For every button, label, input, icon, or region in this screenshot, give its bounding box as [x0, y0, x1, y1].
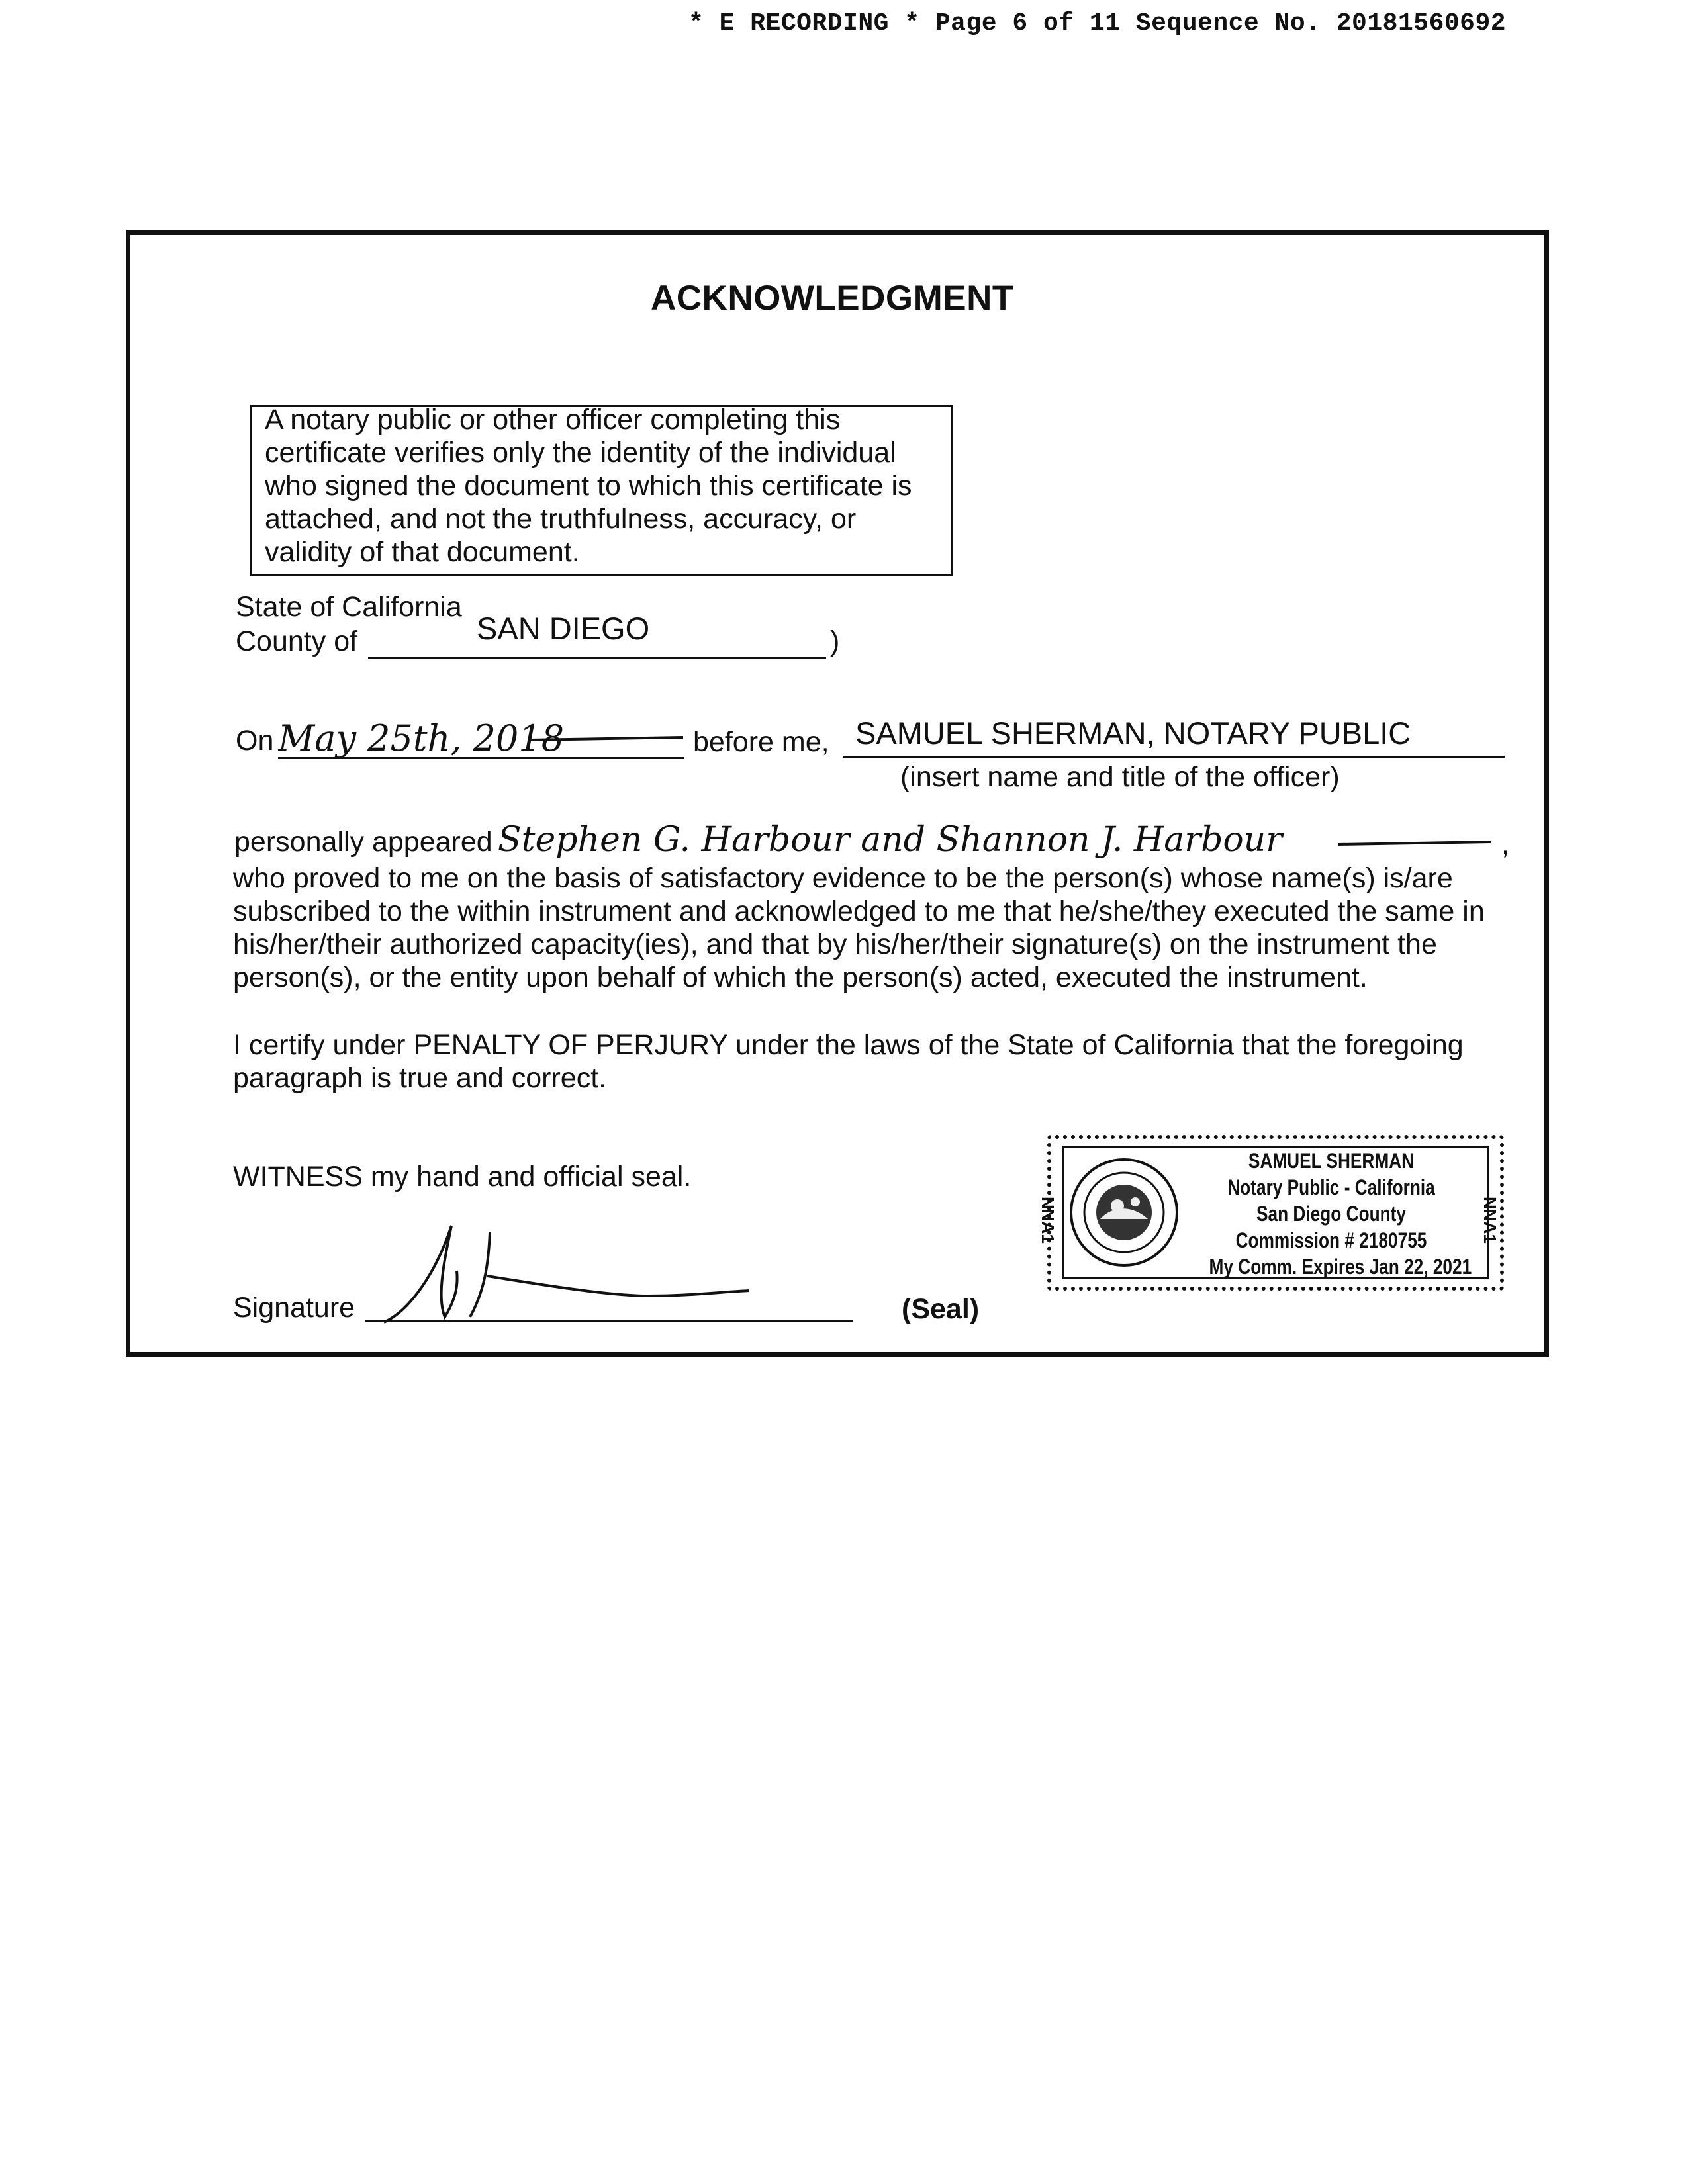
county-label: County of	[236, 625, 358, 657]
officer-caption: (insert name and title of the officer)	[900, 761, 1340, 793]
notice-line: who signed the document to which this certificate is	[265, 470, 912, 502]
signature-stroke	[470, 1232, 749, 1317]
signature-label: Signature	[233, 1292, 355, 1324]
body-line: subscribed to the within instrument and acknowledged to me that he/she/they executed the same in	[233, 895, 1485, 927]
seal-label: (Seal)	[902, 1293, 980, 1325]
perjury-line: paragraph is true and correct.	[233, 1062, 607, 1094]
handwritten-names	[498, 813, 1497, 862]
stamp-line: My Comm. Expires Jan 22, 2021	[1209, 1255, 1472, 1279]
perjury-line: I certify under PENALTY OF PERJURY under the laws of the State of California that the foregoing	[233, 1029, 1464, 1061]
before-me-label: before me,	[693, 726, 829, 758]
body-line: who proved to me on the basis of satisfactory evidence to be the person(s) whose name(s) is/are	[233, 862, 1453, 894]
stamp-line: San Diego County	[1256, 1202, 1406, 1226]
county-underline	[368, 657, 826, 659]
appeared-comma: ,	[1501, 829, 1509, 860]
recording-header: * E RECORDING * Page 6 of 11 Sequence No. 20181560692	[688, 9, 1507, 38]
stamp-line: Commission # 2180755	[1235, 1228, 1427, 1252]
body-line: person(s), or the entity upon behalf of which the person(s) acted, executed the instrument.	[233, 962, 1368, 993]
notary-signature	[371, 1218, 755, 1330]
notice-line: attached, and not the truthfulness, accuracy, or	[265, 503, 857, 535]
date-underline	[278, 757, 684, 759]
signature-stroke	[384, 1226, 457, 1322]
stamp-side-code: NNA1	[1480, 1197, 1500, 1244]
notice-line: validity of that document.	[265, 536, 580, 568]
stamp-line: Notary Public - California	[1227, 1175, 1435, 1199]
officer-name: SAMUEL SHERMAN, NOTARY PUBLIC	[855, 715, 1411, 751]
document-title: ACKNOWLEDGMENT	[651, 279, 1014, 318]
body-line: his/her/their authorized capacity(ies), and that by his/her/their signature(s) on the instrument the	[233, 929, 1437, 960]
handwritten-date	[278, 713, 688, 763]
handwritten-names-text: Stephen G. Harbour and Shannon J. Harbour	[498, 820, 1283, 860]
stamp-line: SAMUEL SHERMAN	[1248, 1149, 1415, 1173]
witness-text: WITNESS my hand and official seal.	[233, 1161, 692, 1193]
handwritten-date-text: May 25th, 2018	[278, 717, 565, 759]
state-seal-icon	[1066, 1154, 1182, 1271]
on-label: On	[236, 725, 274, 756]
notice-line: A notary public or other officer completing this	[265, 404, 841, 435]
notice-line: certificate verifies only the identity of the individual	[265, 437, 896, 469]
appeared-label: personally appeared	[234, 826, 492, 858]
county-value: SAN DIEGO	[477, 611, 650, 646]
officer-underline	[843, 756, 1505, 758]
county-close-paren: )	[830, 625, 840, 657]
stamp-side-code: NNA1	[1038, 1197, 1058, 1244]
names-pen-stroke	[1338, 842, 1491, 844]
state-label: State of California	[236, 591, 462, 623]
